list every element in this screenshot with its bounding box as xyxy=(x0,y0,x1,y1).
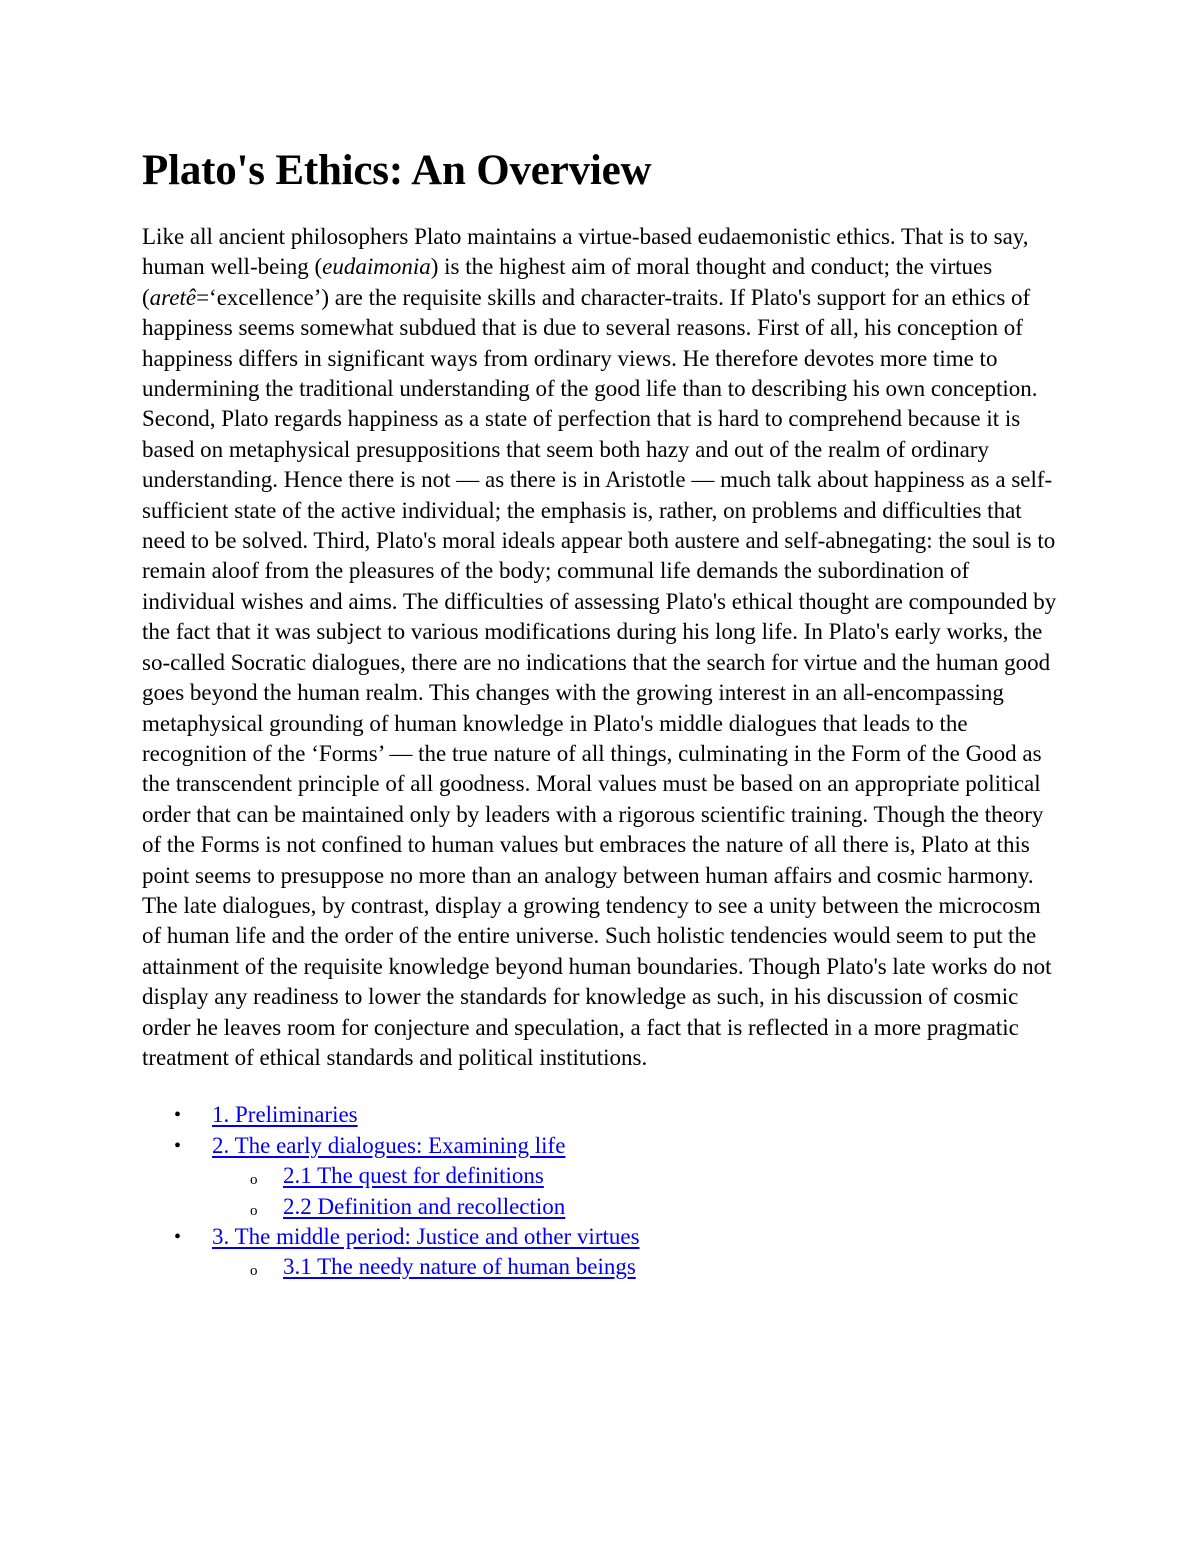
toc-subitem xyxy=(142,1161,1062,1191)
intro-text-part-2: ) is the highest aim of moral thought and conduct; the virtues ( xyxy=(142,254,993,310)
toc-link-needy-nature[interactable]: 3.1 The needy nature of human beings xyxy=(283,1254,636,1280)
toc-link-definition-and-recollection[interactable]: 2.2 Definition and recollection xyxy=(283,1193,566,1219)
term-arete: aretê xyxy=(149,284,197,310)
toc-link-middle-period[interactable]: 3. The middle period: Justice and other virtues xyxy=(212,1224,640,1249)
intro-text-part-1: Like all ancient philosophers Plato maintains a virtue-based eudaemonistic ethics. That is to say, human well-being ( xyxy=(142,224,1029,280)
intro-text-part-3: =‘excellence’) are the requisite skills and character-traits. If Plato's support for an ethics of happiness seems somewhat subdued that is due to several reasons. First of all, his conception of happiness differs in significant ways from ordinary views. He therefore devotes more time to undermining the traditional understanding of the good life than to describing his own conception. Second, Plato regards happiness as a state of perfection that is hard to comprehend because it is based on metaphysical presuppositions that seem both hazy and out of the realm of ordinary understanding. Hence there is not — as there is in Aristotle — much talk about happiness as a self-sufficient state of the active individual; the emphasis is, rather, on problems and difficulties that need to be solved. Third, Plato's moral ideals appear both austere and self-abnegating: the soul is to remain aloof from the pleasures of the body; communal life demands the subordination of individual wishes and aims. The difficulties of assessing Plato's ethical thought are compounded by the fact that it was subject to various modifications during his long life. In Plato's early works, the so-called Socratic dialogues, there are no indications that the search for virtue and the human good goes beyond the human realm. This changes with the growing interest in an all-encompassing metaphysical grounding of human knowledge in Plato's middle dialogues that leads to the recognition of the ‘Forms’ — the true nature of all things, culminating in the Form of the Good as the transcendent principle of all goodness. Moral values must be based on an appropriate political order that can be maintained only by leaders with a rigorous scientific training. Though the theory of the Forms is not confined to human values but embraces the nature of all there is, Plato at this point seems to presuppose no more than an analogy between human affairs and cosmic harmony. The late dialogues, by contrast, display a growing tendency to see a unity between the microcosm of human life and the order of the entire universe. Such holistic tendencies would seem to put the attainment of the requisite knowledge beyond human boundaries. Though Plato's late works do not display any readiness to lower the standards for knowledge as such, in his discussion of cosmic order he leaves room for conjecture and speculation, a fact that is reflected in a more pragmatic treatment of ethical standards and political institutions. xyxy=(142,284,1057,1070)
page-title: Plato's Ethics: An Overview xyxy=(142,147,652,194)
document-page xyxy=(142,140,1062,1283)
toc-link-early-dialogues[interactable]: 2. The early dialogues: Examining life xyxy=(212,1132,566,1158)
term-eudaimonia: eudaimonia xyxy=(322,254,431,280)
toc-item xyxy=(142,1222,1062,1283)
toc-item xyxy=(142,1100,1062,1130)
bullet-icon: • xyxy=(174,1134,182,1157)
toc-sublist xyxy=(212,1252,1062,1282)
toc-subitem xyxy=(142,1252,1062,1282)
toc-subitem xyxy=(142,1192,1062,1222)
toc-item xyxy=(142,1131,1062,1222)
circle-bullet-icon: o xyxy=(250,1263,258,1280)
toc-sublist xyxy=(212,1161,1062,1222)
bullet-icon: • xyxy=(174,1226,182,1248)
circle-bullet-icon: o xyxy=(250,1172,258,1189)
bullet-icon: • xyxy=(174,1104,182,1127)
table-of-contents xyxy=(142,1100,1062,1282)
circle-bullet-icon: o xyxy=(250,1202,258,1219)
intro-paragraph xyxy=(142,222,1062,1073)
toc-link-quest-for-definitions[interactable]: 2.1 The quest for definitions xyxy=(283,1163,544,1189)
toc-link-preliminaries[interactable]: 1. Preliminaries xyxy=(212,1102,358,1128)
